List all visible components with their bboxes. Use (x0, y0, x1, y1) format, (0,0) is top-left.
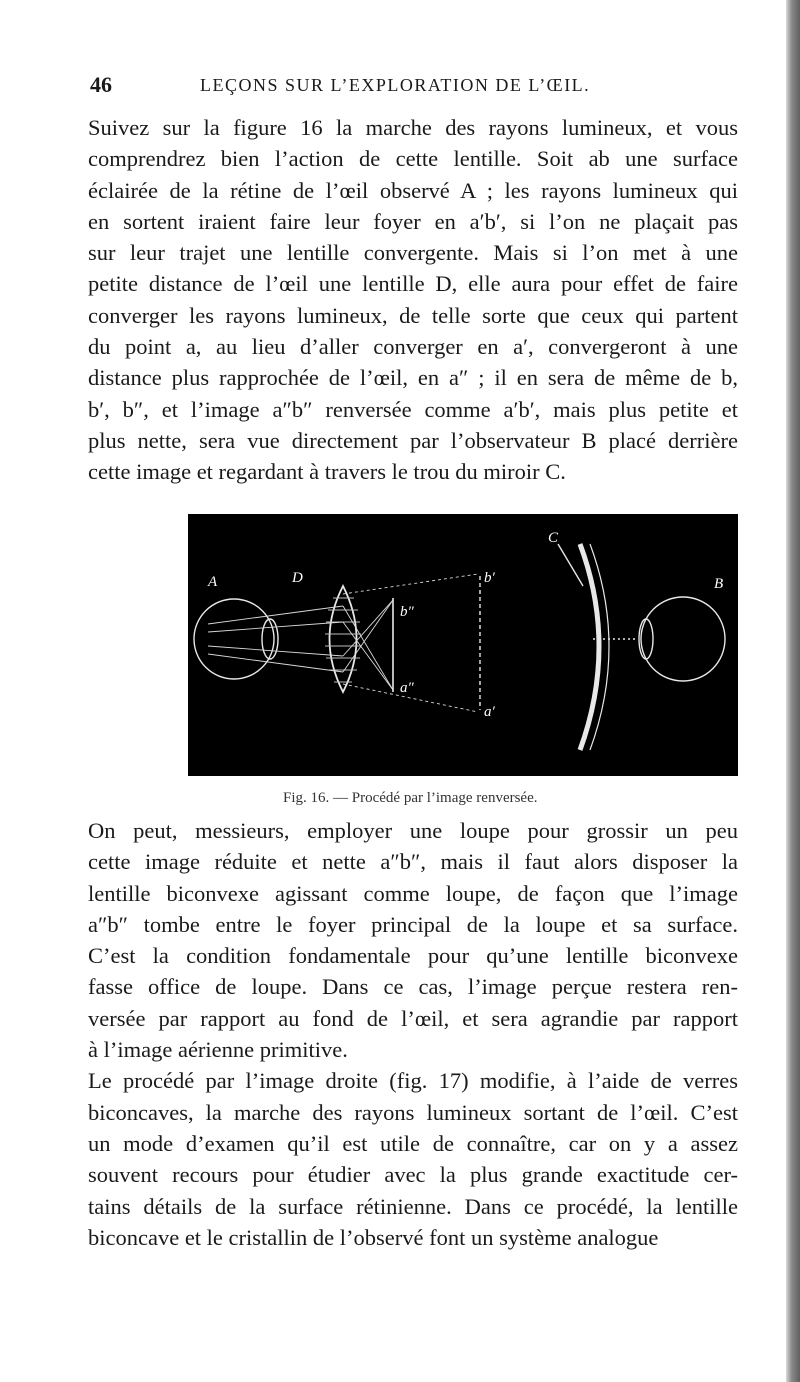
text-line: à l’image aérienne primitive. (88, 1037, 348, 1063)
running-title: LEÇONS SUR L’EXPLORATION DE L’ŒIL. (200, 75, 591, 95)
text-line: biconcave et le cristallin de l’observé font un système analogue (88, 1224, 659, 1250)
text-line: distance plus rapprochée de l’œil, en a″ ; il en sera de même de b, (88, 365, 738, 391)
page-header (90, 72, 730, 104)
text-line: lentille biconvexe agissant comme loupe, de façon que l’image (88, 880, 738, 906)
text-line: biconcaves, la marche des rayons lumineux sortant de l’œil. C’est (88, 1099, 738, 1125)
text-line: du point a, au lieu d’aller converger en a′, convergeront à une (88, 334, 738, 360)
text-line: cette image et regardant à travers le trou du miroir C. (88, 459, 566, 485)
text-line: Le procédé par l’image droite (fig. 17) modifie, à l’aide de verres (88, 1068, 738, 1094)
text-line: a″b″ tombe entre le foyer principal de la loupe et sa surface. (88, 911, 738, 937)
text-line: versée par rapport au fond de l’œil, et sera agrandie par rapport (88, 1005, 738, 1031)
text-line: comprendrez bien l’action de cette lentille. Soit ab une surface (88, 146, 738, 172)
paragraph-2 (88, 815, 738, 1253)
page-number: 46 (90, 72, 112, 97)
text-line: plus nette, sera vue directement par l’observateur B placé derrière (88, 427, 738, 453)
text-line: un mode d’examen qu’il est utile de connaître, car on y a assez (88, 1130, 738, 1156)
label-a: A (208, 574, 218, 590)
label-a-second: a″ (400, 680, 414, 696)
text-line: cette image réduite et nette a″b″, mais il faut alors disposer la (88, 849, 738, 875)
label-b-prime: b′ (484, 570, 495, 586)
label-a-prime: a′ (484, 704, 495, 720)
text-line: sur leur trajet une lentille convergente. Mais si l’on met à une (88, 240, 738, 266)
text-line: Suivez sur la figure 16 la marche des rayons lumineux, et vous (88, 115, 738, 140)
text-line: petite distance de l’œil une lentille D, elle aura pour effet de faire (88, 271, 738, 297)
text-line: C’est la condition fondamentale pour qu’une lentille biconvexe (88, 943, 738, 969)
text-line: converger les rayons lumineux, de telle sorte que ceux qui partent (88, 302, 738, 328)
paragraph-1 (88, 112, 738, 488)
text-line: en sortent iraient faire leur foyer en a′b′, si l’on ne plaçait pas (88, 208, 738, 234)
label-d: D (292, 570, 303, 586)
text-line: éclairée de la rétine de l’œil observé A ; les rayons lumineux qui (88, 177, 738, 203)
text-line: tains détails de la surface rétinienne. Dans ce procédé, la lentille (88, 1193, 738, 1219)
figure-16-diagram (188, 514, 738, 776)
text-line: On peut, messieurs, employer une loupe pour grossir un peu (88, 818, 738, 843)
text-line: fasse office de loupe. Dans ce cas, l’image perçue restera ren- (88, 974, 738, 1000)
label-b-second: b″ (400, 604, 414, 620)
label-c: C (548, 530, 559, 546)
text-line: b′, b″, et l’image a″b″ renversée comme a′b′, mais plus petite et (88, 396, 738, 422)
page-edge-shadow (786, 0, 800, 1382)
label-b: B (714, 576, 724, 592)
text-line: souvent recours pour étudier avec la plus grande exactitude cer- (88, 1162, 738, 1188)
figure-caption: Fig. 16. — Procédé par l’image renversée. (283, 790, 538, 806)
